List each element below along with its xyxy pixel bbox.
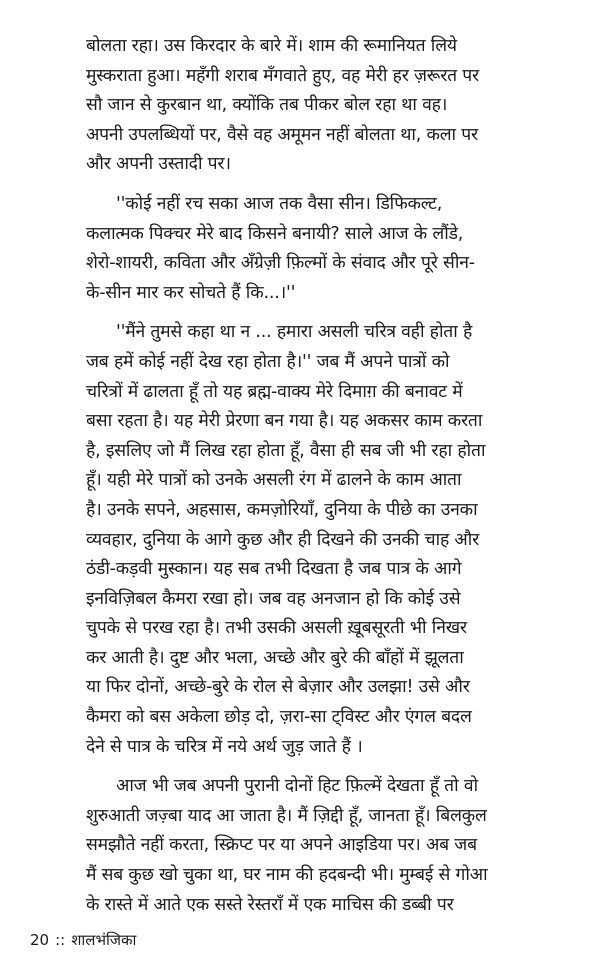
text-line: व्यवहार, दुनिया के आगे कुछ और ही दिखने की उनकी चाह और	[86, 529, 480, 550]
text-line: है। उनके सपने, अहसास, कमज़ोरियाँ, दुनिया के पीछे का उनका	[86, 499, 478, 520]
text-line: चरित्रों में ढालता हूँ तो यह ब्रह्म-वाक्य मेरे दिमाग़ की बनावट में	[86, 381, 463, 402]
text-line: मैं सब कुछ खो चुका था, घर नाम की हदबन्दी भी। मुम्बई से गोआ	[86, 865, 488, 886]
text-line: के-सीन मार कर सोचते हैं कि...।''	[86, 282, 296, 303]
page-number: 20	[30, 931, 50, 949]
text-line: सौ जान से कुरबान था, क्योंकि तब पीकर बोल रहा था वह।	[86, 95, 448, 116]
text-line: मुस्कराता हुआ। महँगी शराब मँगवाते हुए, वह मेरी हर ज़रूरत पर	[86, 65, 479, 86]
text-line: आज भी जब अपनी पुरानी दोनों हिट फ़िल्में देखता हूँ तो वो	[116, 776, 478, 797]
text-line: अपनी उपलब्धियों पर, वैसे वह अमूमन नहीं बोलता था, कला पर	[86, 124, 478, 145]
paragraph	[86, 772, 518, 920]
paragraph	[86, 190, 518, 308]
text-line: देने से पात्र के चरित्र में नये अर्थ जुड़ जाते हैं ।	[86, 736, 363, 757]
text-line: ''मैंने तुमसे कहा था न ... हमारा असली चरित्र वही होता है	[116, 322, 473, 343]
footer-separator: ::	[55, 931, 66, 949]
text-line: ''कोई नहीं रच सका आज तक वैसा सीन। डिफिकल्ट,	[116, 193, 443, 214]
text-line: इनविज़िबल कैमरा रखा हो। जब वह अनजान हो कि कोई उसे	[86, 588, 461, 609]
text-line: है, इसलिए जो मैं लिख रहा होता हूँ, वैसा ही सब जी भी रहा होता	[86, 440, 486, 461]
text-line: जब हमें कोई नहीं देख रहा होता है।'' जब मैं अपने पात्रों को	[86, 351, 450, 372]
paragraph	[86, 318, 518, 762]
text-line: शेरो-शायरी, कविता और अँग्रेज़ी फ़िल्मों के संवाद और पूरे सीन-	[86, 253, 475, 274]
text-line: चुपके से परख रहा है। तभी उसकी असली ख़ूबसूरती भी निखर	[86, 618, 467, 639]
paragraph-gap	[86, 308, 518, 318]
text-line: समझौते नहीं करता, स्क्रिप्ट पर या अपने आइडिया पर। अब जब	[86, 835, 477, 856]
text-line: ठंडी-कड़वी मुस्कान। यह सब तभी दिखता है जब पात्र के आगे	[86, 559, 462, 580]
text-line: और अपनी उस्तादी पर।	[86, 154, 231, 175]
text-line: बोलता रहा। उस किरदार के बारे में। शाम की रूमानियत लिये	[86, 36, 457, 56]
text-line: या फिर दोनों, अच्छे-बुरे के रोल से बेज़ार और उलझा! उसे और	[86, 677, 470, 698]
book-title: शालभंजिका	[71, 931, 137, 949]
text-line: कैमरा को बस अकेला छोड़ दो, ज़रा-सा ट्विस्ट और एंगल बदल	[86, 707, 472, 728]
text-line: हूँ। यही मेरे पात्रों को उनके असली रंग में ढालने के काम आता	[86, 470, 462, 491]
paragraph-gap	[86, 180, 518, 190]
page-body	[86, 32, 518, 920]
text-line: कलात्मक पिक्चर मेरे बाद किसने बनायी? साले आज के लौंडे,	[86, 223, 464, 244]
paragraph-gap	[86, 762, 518, 772]
text-line: कर आती है। दुष्ट और भला, अच्छे और बुरे की बाँहों में झूलता	[86, 647, 464, 668]
text-line: शुरुआती जज़्बा याद आ जाता है। मैं ज़िद्दी हूँ, जानता हूँ। बिलकुल	[86, 805, 487, 826]
text-line: बसा रहता है। यह मेरी प्रेरणा बन गया है। यह अकसर काम करता	[86, 411, 483, 432]
paragraph	[86, 32, 518, 180]
page-footer	[30, 930, 136, 950]
text-line: के रास्ते में आते एक सस्ते रेस्तराँ में एक माचिस की डब्बी पर	[86, 894, 454, 915]
